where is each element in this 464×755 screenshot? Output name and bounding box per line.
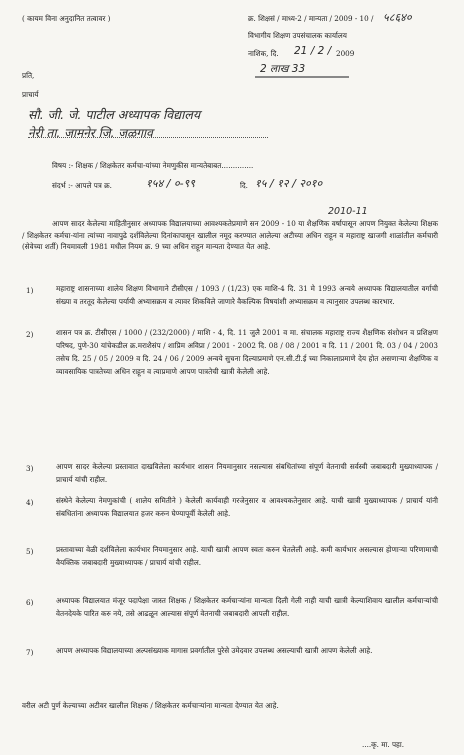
please-turn-over: ....कृ. मा. पहा. <box>362 740 405 749</box>
condition-text: संस्थेने केलेल्या नेमणुकांची ( शालेय समितीने ) केलेली कार्यवाही गरजेनुसार व आवश्यकतेनुसार आहे. याची खात्री मुख्याध्यापक / प्राचार्य यांनी संबधितांना अध्यापक विद्यालयात हजर करुन घेण्यापूर्वी केलेली आहे. <box>56 496 438 518</box>
condition-number: 6) <box>26 598 34 607</box>
pracharya-label: प्राचार्य <box>22 90 39 99</box>
condition-text: अध्यापक विद्यालयात मंजूर पदापेक्षा जास्त शिक्षक / शिक्षकेतर कर्मचाऱ्यांना मान्यता दिली गेली नाही याची खात्री केल्याशिवाय खालील कर्मचाऱ्यांची वेतनदेयके पारित करु नये, तसे आढळून आल्यास संपूर्ण वेतनाची जबाबदारी आपली राहील. <box>56 596 438 618</box>
condition-number: 3) <box>26 464 34 473</box>
date-year: 2009 <box>336 49 355 58</box>
date-prefix: नाशिक, दि. <box>248 49 279 58</box>
reference-label: संदर्भ :- आपले पत्र क्र. <box>52 181 112 190</box>
reference-date-label: दि. <box>240 181 248 190</box>
condition-text: आपण अध्यापक विद्यालयाच्या अल्पसंख्याक मागास प्रवर्गातील पुरेसे उमेदवार उपलब्ध असल्याची खात्री आपण केलेली आहे. <box>56 646 373 655</box>
inward-stamp-number: 2 लाख 33 <box>260 63 306 75</box>
date-handwritten: 21 / 2 / <box>294 45 332 57</box>
reference-date-handwritten: १५ / १२ / २०१० <box>255 177 323 190</box>
address-line-1: सौ. जी. जे. पाटील अध्यापक विद्यालय <box>28 107 201 122</box>
category-label: ( कायम विना अनुदानित तत्वावर ) <box>22 14 111 23</box>
condition-number: 4) <box>26 498 34 507</box>
condition-text: आपण सादर केलेल्या प्रस्तावात दाखविलेला कार्यभार शासन नियमानुसार नसल्यास संबधितांच्या संपूर्ण वेतनाची सर्वस्वी जबाबदारी मुख्याध्यापक / प्राचार्य यांची राहील. <box>56 462 438 484</box>
reference-handwritten: ५८६४० <box>383 11 412 24</box>
intro-paragraph: आपण सादर केलेल्या माहितीनुसार अध्यापक विद्यालयाच्या आवश्यकतेप्रमाणे सन 2009 - 10 या शैक्षणिक वर्षापासून आपण नियुक्त केलेल्या शिक्षक / शिक्षकेतर कर्मचा-यांना त्यांच्या नावापुढे दर्शविलेल्या दिनांकापासून खालील नमूद करण्यात आलेल्या अटीच्या अधिन राहून व महाराष्ट्र खाजगी शाळांतील कर्मचारी (सेवेच्या शर्ती) नियमावली 1981 मधील नियम क्र. 9 च्या अधिन राहून मान्यता देण्यात येत आहे. <box>22 219 438 251</box>
reference-letter-number: १५४ / ०-९९ <box>146 177 195 190</box>
condition-number: 7) <box>26 648 34 657</box>
reference-number: क्र. शिक्षसं / माध्य-2 / मान्यता / 2009 - 10 / <box>248 14 374 23</box>
prati-label: प्रति, <box>22 71 35 80</box>
condition-text: महाराष्ट्र शासनाच्या शालेय शिक्षण विभागाने टीसीएस / 1093 / (1/23) एक माशि-4 दि. 31 मे 1993 अन्वये अध्यापक विद्यालयातील वर्गाची संख्या व तरतूद केलेल्या पर्यायी अभ्यासक्रम व त्यावर शिकविले जाणारे वैकल्पिक विषयांशी अभ्यासक्रम व त्यानुसार उपलब्ध कारभार. <box>56 284 438 306</box>
subject-line: विषय :- शिक्षक / शिक्षकेतर कर्मचा-यांच्या नेमणुकीस मान्यतेबाबत.............. <box>52 161 254 170</box>
office-name: विभागीय शिक्षण उपसंचालक कार्यालय <box>248 31 347 40</box>
condition-number: 2) <box>26 330 34 339</box>
condition-number: 5) <box>26 547 34 556</box>
address-dotted-line <box>28 137 268 138</box>
address-line-2: नेरी ता. जामनेर जि. जळगाव <box>28 126 153 140</box>
condition-number: 1) <box>26 286 34 295</box>
year-handwritten: 2010-11 <box>328 206 368 217</box>
condition-text: शासन पत्र क्र. टीसीएस / 1000 / (232/2000) / माशि - 4, दि. 11 जुलै 2001 व मा. संचालक महाराष्ट्र राज्य शैक्षणिक संशोधन व प्रशिक्षण परिषद, पुणे-30 यांचेकडील क्र.मराशैसंप / शाप्रिम अविप्रा / 2001 - 2002 दि. 08 / 08 / 2001 व दि. 11 / 2001 दि. 03 / 04 / 2003 तसेच दि. 25 / 05 / 2009 व दि. 24 / 06 / 2009 अन्वये सुचना दिल्याप्रमाणे एन.सी.टी.ई च्या निकालाप्रमाणे देय होत असणाऱ्या शैक्षणिक व व्यावसायिक पात्रतेच्या अधिन राहून व त्याप्रमाणे आपण पात्रतेची खात्री केलेली आहे. <box>56 328 438 376</box>
condition-text: प्रस्तावाच्या वेळी दर्शविलेला कार्यभार नियमानुसार आहे. याची खात्री आपण स्वतः करुन घेतलेली आहे. कमी कार्यभार असल्यास होणाऱ्या परिणामाची वैयक्तिक जबाबदारी मुख्याध्यापक / प्राचार्य यांची राहील. <box>56 545 438 567</box>
inward-stamp-underline <box>255 76 349 78</box>
closing-line: वरील अटी पुर्ण केल्याच्या अटीवर खालील शिक्षक / शिक्षकेतर कर्मचाऱ्यांना मान्यता देण्यात येत आहे. <box>22 701 279 710</box>
